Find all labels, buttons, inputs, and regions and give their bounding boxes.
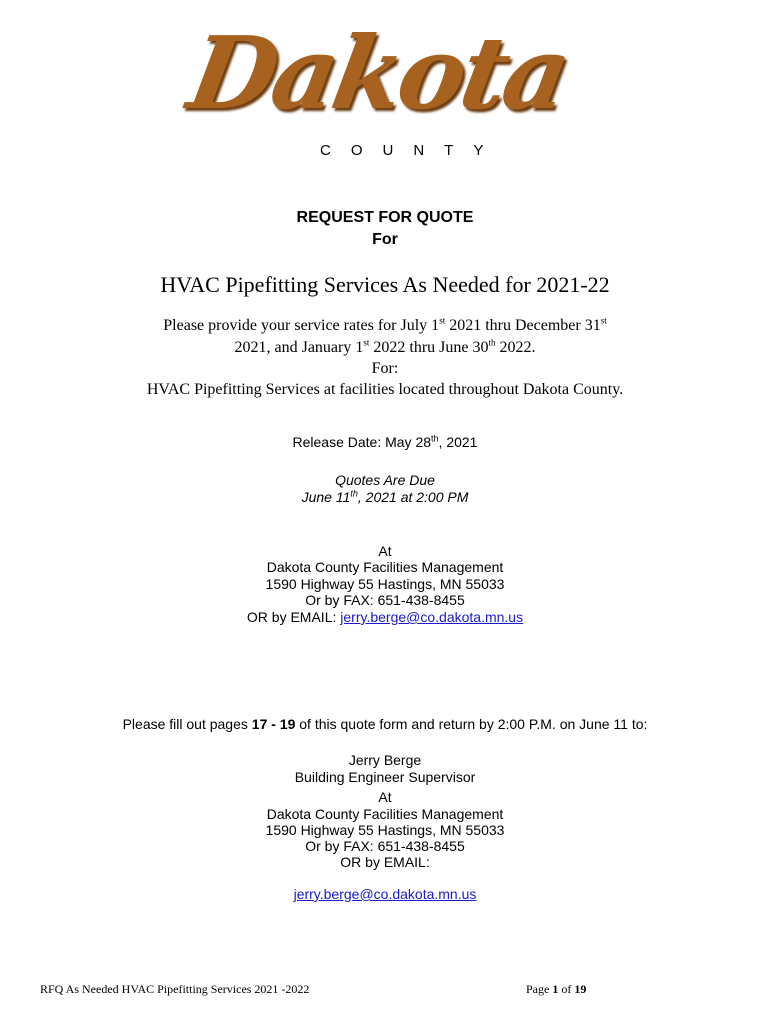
fill-out-note: Please fill out pages 17 - 19 of this quote form and return by 2:00 P.M. on June 11 to: [122, 716, 648, 732]
release-date: Release Date: May 28th, 2021 [292, 433, 478, 450]
rfq-heading: REQUEST FOR QUOTE [296, 209, 474, 226]
contact2-at: At [378, 789, 392, 805]
contact1-fax: Or by FAX: 651-438-8455 [305, 592, 465, 608]
contact2-role: Building Engineer Supervisor [294, 769, 476, 785]
footer-page-number: Page 1 of 19 [526, 982, 587, 996]
document-title: HVAC Pipefitting Services As Needed for 2021-22 [160, 272, 610, 297]
contact1-org: Dakota County Facilities Management [266, 559, 504, 575]
contact1-address: 1590 Highway 55 Hastings, MN 55033 [265, 576, 505, 592]
contact1-at: At [378, 543, 392, 559]
contact2-email-line [0, 886, 770, 902]
logo-county-text: COUNTY [320, 142, 504, 159]
intro-line-1: Please provide your service rates for July 1st 2021 thru December 31st [163, 315, 607, 334]
intro-line-4: HVAC Pipefitting Services at facilities located throughout Dakota County. [146, 381, 624, 398]
contact2-org: Dakota County Facilities Management [266, 806, 504, 822]
intro-line-3: For: [371, 360, 399, 377]
logo-wordmark: Dakota [180, 14, 576, 132]
contact1-email-line [0, 609, 770, 625]
contact2-name: Jerry Berge [348, 752, 422, 768]
quotes-due-date: June 11th, 2021 at 2:00 PM [301, 488, 469, 505]
contact1-email-label: OR by EMAIL: [246, 609, 341, 625]
contact2-email-label: OR by EMAIL: [340, 854, 430, 870]
intro-line-2: 2021, and January 1st 2022 thru June 30th 2022. [234, 337, 536, 356]
contact2-address: 1590 Highway 55 Hastings, MN 55033 [265, 822, 505, 838]
contact2-fax: Or by FAX: 651-438-8455 [305, 838, 465, 854]
rfq-for: For [372, 231, 398, 248]
contact1-email-link[interactable]: jerry.berge@co.dakota.mn.us [340, 609, 524, 625]
footer-document-title: RFQ As Needed HVAC Pipefitting Services 2021 -2022 [40, 982, 310, 996]
contact2-email-link[interactable]: jerry.berge@co.dakota.mn.us [293, 886, 477, 902]
quotes-due-label: Quotes Are Due [335, 472, 435, 488]
dakota-county-logo [176, 14, 576, 166]
